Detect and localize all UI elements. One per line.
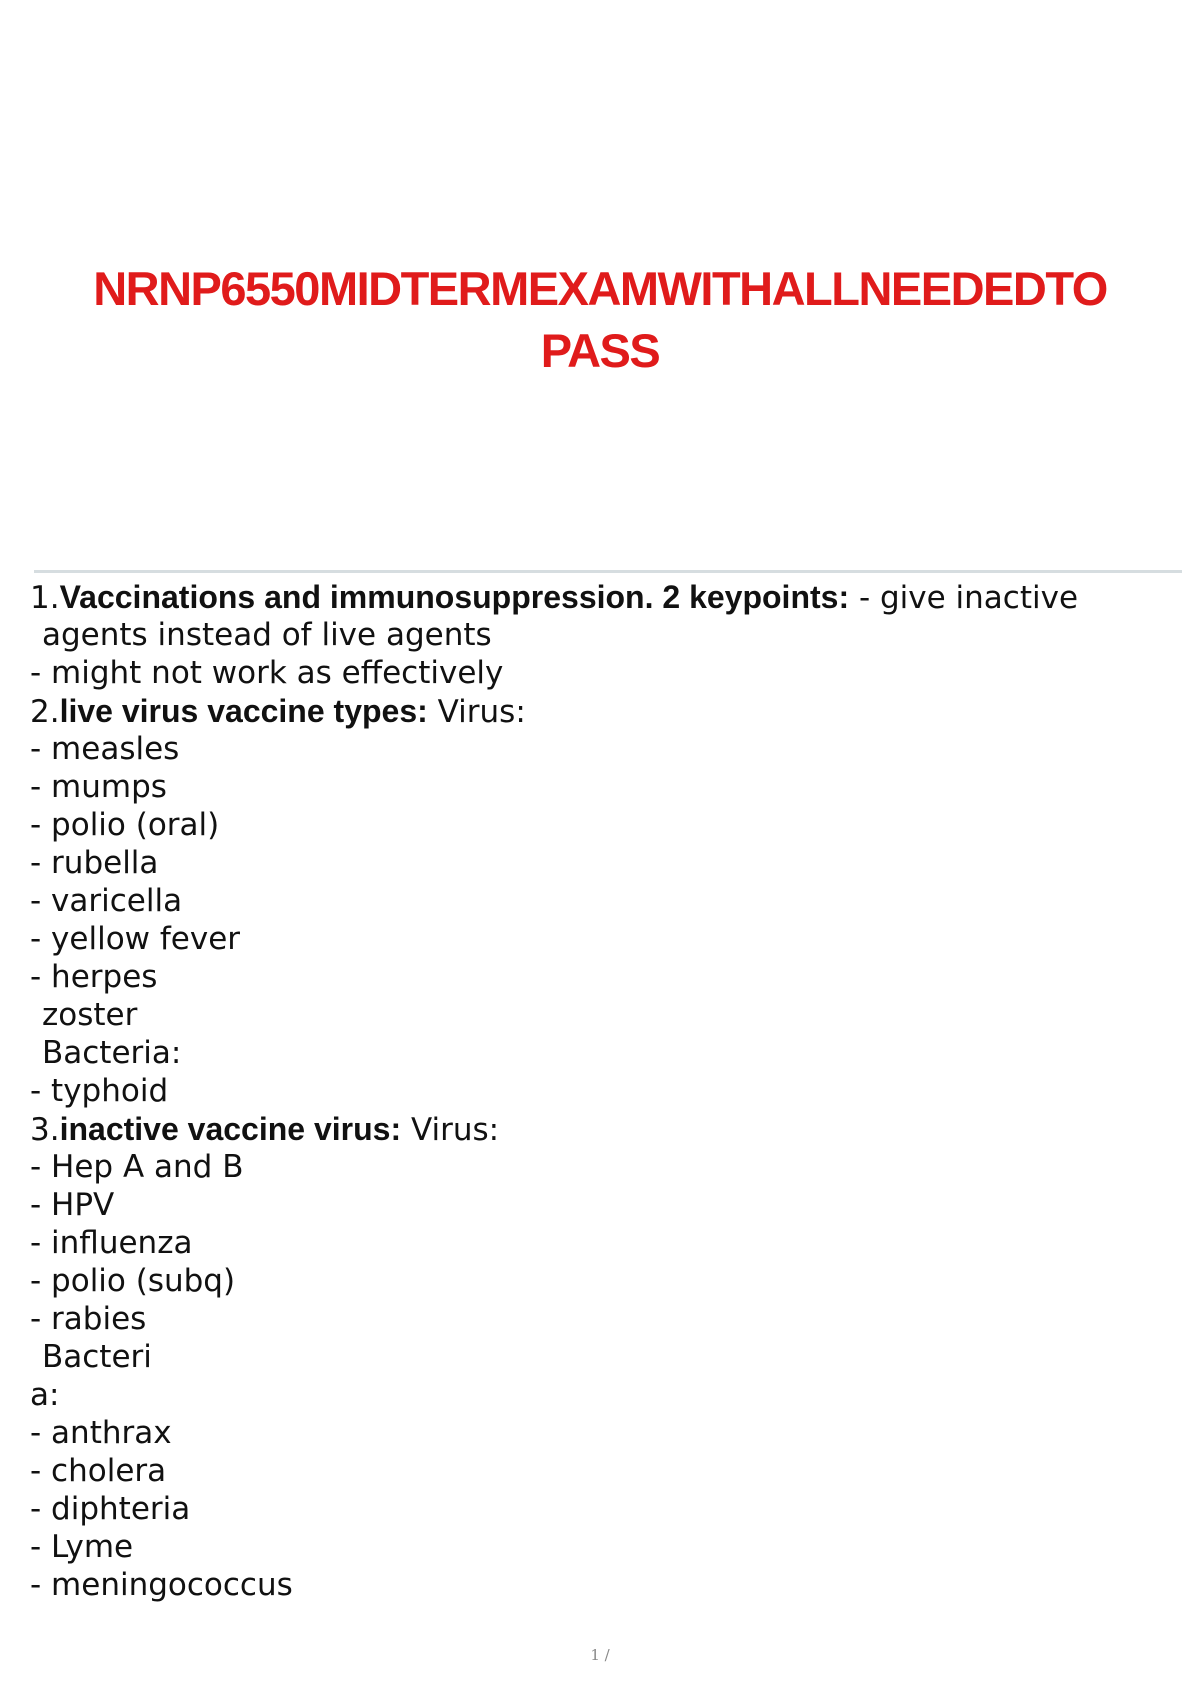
- list-item: - varicella: [30, 883, 183, 919]
- question-1: [30, 578, 1170, 616]
- answer-line: - might not work as effectively: [30, 655, 504, 691]
- list-item: - mumps: [30, 769, 167, 805]
- list-item: - measles: [30, 731, 180, 767]
- list-item: - Hep A and B: [30, 1149, 244, 1185]
- list-item: - rubella: [30, 845, 159, 881]
- list-item: - diphteria: [30, 1491, 191, 1527]
- answer-line: a:: [30, 1377, 60, 1413]
- question-text: Vaccinations and immunosuppression. 2 keypoints:: [59, 579, 850, 615]
- list-item: - influenza: [30, 1225, 193, 1261]
- list-item: - meningococcus: [30, 1567, 293, 1603]
- list-item: - yellow fever: [30, 921, 241, 957]
- answer-line: agents instead of live agents: [42, 617, 492, 653]
- document-title: [40, 258, 1160, 382]
- list-item: - HPV: [30, 1187, 115, 1223]
- question-number: 2.: [30, 694, 60, 730]
- question-number: 3.: [30, 1112, 60, 1148]
- list-item: - typhoid: [30, 1073, 169, 1109]
- answer-text: Virus:: [427, 694, 526, 730]
- question-text: inactive vaccine virus:: [59, 1111, 402, 1147]
- question-2: [30, 692, 1170, 730]
- title-line-2: PASS: [540, 324, 660, 377]
- question-text: live virus vaccine types:: [59, 693, 428, 729]
- question-3: [30, 1110, 1170, 1148]
- list-item: - anthrax: [30, 1415, 172, 1451]
- list-item: - herpes: [30, 959, 158, 995]
- list-item: - cholera: [30, 1453, 167, 1489]
- list-item: - rabies: [30, 1301, 147, 1337]
- answer-text: Virus:: [401, 1112, 500, 1148]
- answer-text: - give inactive: [849, 580, 1079, 616]
- answer-line: Bacteri: [42, 1339, 152, 1375]
- question-number: 1.: [30, 580, 60, 616]
- list-item: - Lyme: [30, 1529, 134, 1565]
- list-item: - polio (oral): [30, 807, 220, 843]
- page-number: 1 /: [590, 1646, 610, 1664]
- title-line-1: NRNP6550MIDTERMEXAMWITHALLNEEDEDTO: [93, 262, 1107, 315]
- answer-line: zoster: [42, 997, 138, 1033]
- divider: [34, 570, 1182, 573]
- answer-line: Bacteria:: [42, 1035, 182, 1071]
- question-list: [30, 578, 1170, 1604]
- list-item: - polio (subq): [30, 1263, 236, 1299]
